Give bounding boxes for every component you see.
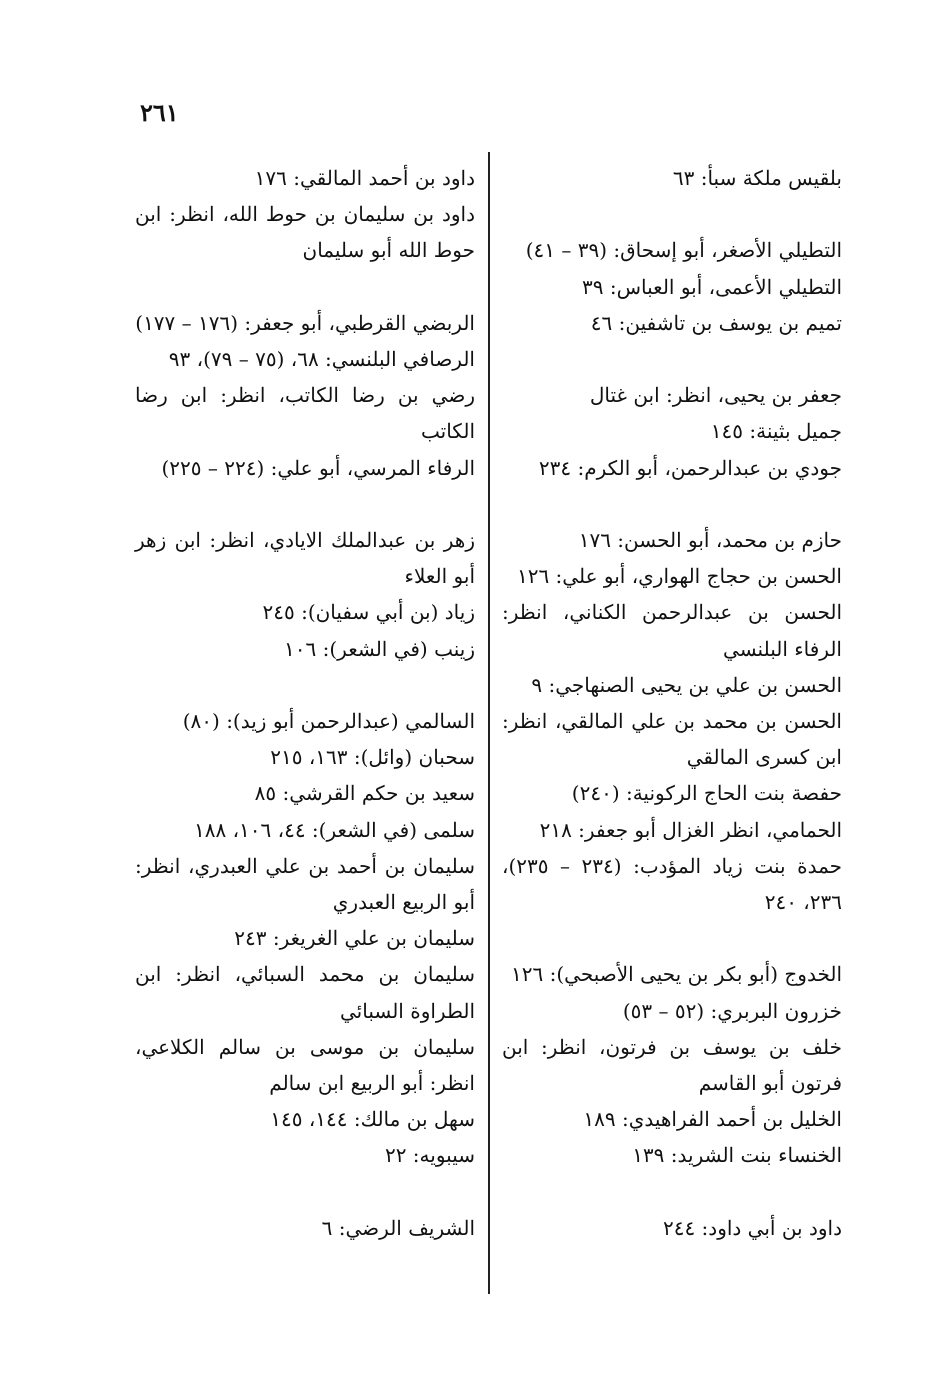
index-entry: داود بن سليمان بن حوط الله، انظر: ابن حوط الله أبو سليمان <box>135 202 475 263</box>
index-entry: السالمي (عبدالرحمن أبو زيد): (٨٠) <box>182 709 475 733</box>
column-divider <box>488 152 490 1294</box>
group-gap <box>135 1174 475 1210</box>
index-entry: الرصافي البلنسي: ٦٨، (٧٥ – ٧٩)، ٩٣ <box>168 347 475 371</box>
index-entry: خزرون البربري: (٥٢ – ٥٣) <box>622 998 842 1023</box>
index-entry: سليمان بن علي الغريغر: ٢٤٣ <box>234 926 475 951</box>
index-entry: الحسن بن عبدالرحمن الكناني، انظر: الرفاء البلنسي <box>502 600 842 661</box>
index-entry: الربضي القرطبي، أبو جعفر: (١٧٦ – ١٧٧) <box>135 310 475 335</box>
index-entry: سهل بن مالك: ١٤٤، ١٤٥ <box>270 1107 475 1132</box>
index-entry: الرفاء المرسي، أبو علي: (٢٢٤ – ٢٢٥) <box>161 455 475 480</box>
index-entry: التطيلي الأصغر، أبو إسحاق: (٣٩ – ٤١) <box>525 238 842 263</box>
index-entry: الشريف الرضي: ٦ <box>321 1215 475 1240</box>
index-entry: زينب (في الشعر): ١٠٦ <box>284 636 475 661</box>
group-gap <box>502 1174 842 1210</box>
index-entry: رضي بن رضا الكاتب، انظر: ابن رضا الكاتب <box>135 383 475 444</box>
index-entry: الحسن بن حجاج الهواري، أبو علي: ١٢٦ <box>516 564 842 589</box>
group-gap <box>502 341 842 377</box>
index-entry: زياد (بن أبي سفيان): ٢٤٥ <box>262 600 475 625</box>
index-entry: سيبويه: ٢٢ <box>384 1143 475 1168</box>
index-entry: جميل بثينة: ١٤٥ <box>710 419 842 444</box>
index-entry: جودي بن عبدالرحمن، أبو الكرم: ٢٣٤ <box>538 455 842 480</box>
index-entry: حازم بن محمد، أبو الحسن: ١٧٦ <box>578 527 842 552</box>
index-entry: الخليل بن أحمد الفراهيدي: ١٨٩ <box>583 1107 842 1132</box>
index-entry: داود بن أحمد المالقي: ١٧٦ <box>254 166 475 190</box>
index-entry: حمدة بنت زياد المؤدب: (٢٣٤ – ٢٣٥)، ٢٣٦، ٢٤٠ <box>502 853 842 915</box>
index-column-left <box>135 160 475 1246</box>
index-column-right <box>502 160 842 1246</box>
page-number: ٢٦١ <box>140 98 179 127</box>
index-entry: زهر بن عبدالملك الايادي، انظر: ابن زهر أبو العلاء <box>135 528 475 589</box>
index-entry: سعيد بن حكم القرشي: ٨٥ <box>254 781 475 806</box>
index-entry: الحسن بن محمد بن علي المالقي، انظر: ابن كسرى المالقي <box>502 709 842 770</box>
index-entry: الحمامي، انظر الغزال أبو جعفر: ٢١٨ <box>539 817 842 842</box>
index-entry: بلقيس ملكة سبأ: ٦٣ <box>672 166 842 190</box>
group-gap <box>135 269 475 305</box>
group-gap <box>502 196 842 232</box>
index-entry: خلف بن يوسف بن فرتون، انظر: ابن فرتون أبو القاسم <box>502 1034 842 1096</box>
index-entry: سليمان بن أحمد بن علي العبدري، انظر: أبو الربيع العبدري <box>135 853 475 915</box>
index-entry: جعفر بن يحيى، انظر: ابن غتال <box>589 383 842 408</box>
index-entry: سحبان (وائل): ١٦٣، ٢١٥ <box>270 745 475 770</box>
group-gap <box>135 667 475 703</box>
index-entry: التطيلي الأعمى، أبو العباس: ٣٩ <box>582 274 842 299</box>
index-entry: تميم بن يوسف بن تاشفين: ٤٦ <box>590 310 842 335</box>
index-entry: سليمان بن موسى بن سالم الكلاعي، انظر: أبو الربيع ابن سالم <box>135 1034 475 1096</box>
index-entry: سلمى (في الشعر): ٤٤، ١٠٦، ١٨٨ <box>193 817 475 842</box>
index-entry: سليمان بن محمد السبائي، انظر: ابن الطراوة السبائي <box>135 962 475 1023</box>
index-entry: داود بن أبي داود: ٢٤٤ <box>662 1215 842 1240</box>
group-gap <box>135 486 475 522</box>
group-gap <box>502 920 842 956</box>
index-entry: الخدوج (أبو بكر بن يحيى الأصبحي): ١٢٦ <box>511 962 842 987</box>
group-gap <box>502 486 842 522</box>
index-entry: حفصة بنت الحاج الركونية: (٢٤٠) <box>571 781 842 806</box>
index-entry: الحسن بن علي بن يحيى الصنهاجي: ٩ <box>531 672 842 697</box>
index-entry: الخنساء بنت الشريد: ١٣٩ <box>632 1143 842 1168</box>
